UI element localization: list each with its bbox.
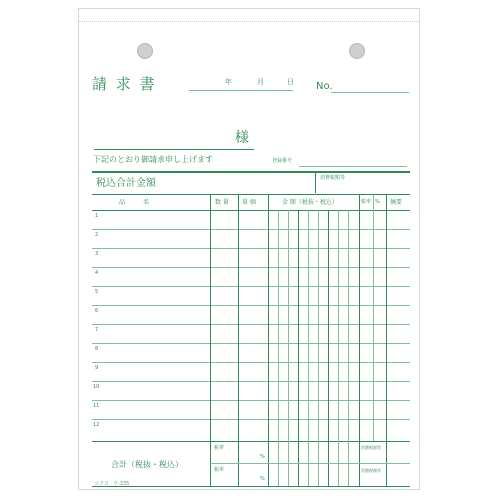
footer-percent-1: % <box>260 454 265 460</box>
digit-rule <box>348 210 349 486</box>
number-label: No. <box>316 81 333 92</box>
row-number: 2 <box>95 232 99 238</box>
row-rule <box>92 286 410 287</box>
row-number: 4 <box>95 270 99 276</box>
row-number: 11 <box>93 403 100 409</box>
header-item: 品 名 <box>119 199 150 206</box>
footer-tax-rate-2: 税率 <box>214 467 225 473</box>
digit-rule <box>278 210 279 486</box>
number-underline <box>331 92 409 93</box>
row-rule <box>92 362 410 363</box>
addressee-underline <box>94 149 254 150</box>
brand-mark: コクヨ <box>94 481 110 487</box>
row-number: 3 <box>95 251 99 257</box>
row-number: 7 <box>95 327 99 333</box>
header-tax-rate: 税率 <box>361 199 372 205</box>
header-remarks: 摘要 <box>390 199 403 206</box>
digit-rule <box>308 210 309 486</box>
header-unit-price: 単 価 <box>242 199 256 206</box>
row-rule <box>92 343 410 344</box>
col-rule-amount <box>268 195 269 486</box>
punch-hole-right <box>349 43 365 59</box>
digit-rule <box>338 210 339 486</box>
invoice-sheet <box>78 8 420 490</box>
header-amount: 金 額（税抜・税込） <box>282 199 338 206</box>
document-title: 請 求 書 <box>92 75 157 93</box>
header-percent: % <box>375 199 380 205</box>
date-underline <box>189 90 293 91</box>
total-tax-label: 消費税額等 <box>320 175 346 181</box>
row-number: 12 <box>93 422 100 428</box>
total-box-divider <box>315 172 316 193</box>
footer-total-label: 合計（税抜・税込） <box>111 460 183 469</box>
row-rule <box>92 324 410 325</box>
col-rule-remarks <box>386 195 387 486</box>
col-rule-unit-price <box>238 195 239 486</box>
row-rule <box>92 419 410 420</box>
row-rule <box>92 381 410 382</box>
perforation-line <box>79 21 419 22</box>
registration-underline <box>299 166 407 167</box>
footer-middle-rule <box>210 463 410 464</box>
header-qty: 数 量 <box>215 199 229 206</box>
date-month-label: 月 <box>257 78 264 86</box>
row-rule <box>92 305 410 306</box>
product-code: ウ-335 <box>113 481 130 487</box>
digit-rule <box>298 210 299 486</box>
digit-rule <box>288 210 289 486</box>
row-rule <box>92 229 410 230</box>
total-amount-label: 税込合計金額 <box>96 178 156 189</box>
total-box-top <box>92 171 410 173</box>
digit-rule <box>328 210 329 486</box>
row-rule <box>92 248 410 249</box>
footer-tax-label-2: 消費税額等 <box>361 468 381 473</box>
row-rule <box>92 400 410 401</box>
footer-percent-2: % <box>260 476 265 482</box>
date-year-label: 年 <box>225 78 232 86</box>
registration-label: 登録番号 <box>272 158 293 164</box>
footer-tax-rate-1: 税率 <box>214 445 225 451</box>
col-rule-percent <box>373 195 374 441</box>
table-body-bottom <box>92 441 410 442</box>
row-number: 10 <box>93 384 100 390</box>
row-number: 8 <box>95 346 99 352</box>
punch-hole-left <box>137 43 153 59</box>
col-rule-qty <box>210 195 211 486</box>
date-day-label: 日 <box>287 78 294 86</box>
intro-text: 下記のとおり御請求申し上げます <box>93 155 213 164</box>
row-number: 9 <box>95 365 99 371</box>
digit-rule <box>318 210 319 486</box>
row-number: 5 <box>95 289 99 295</box>
col-rule-tax-rate <box>359 195 360 486</box>
footer-tax-label-1: 消費税額等 <box>361 445 381 450</box>
honorific-sama: 様 <box>235 130 249 146</box>
table-header-rule <box>92 210 410 211</box>
row-number: 1 <box>95 213 99 219</box>
total-box-bottom <box>92 194 410 195</box>
row-number: 6 <box>95 308 99 314</box>
footer-bottom-rule <box>92 486 410 487</box>
row-rule <box>92 267 410 268</box>
